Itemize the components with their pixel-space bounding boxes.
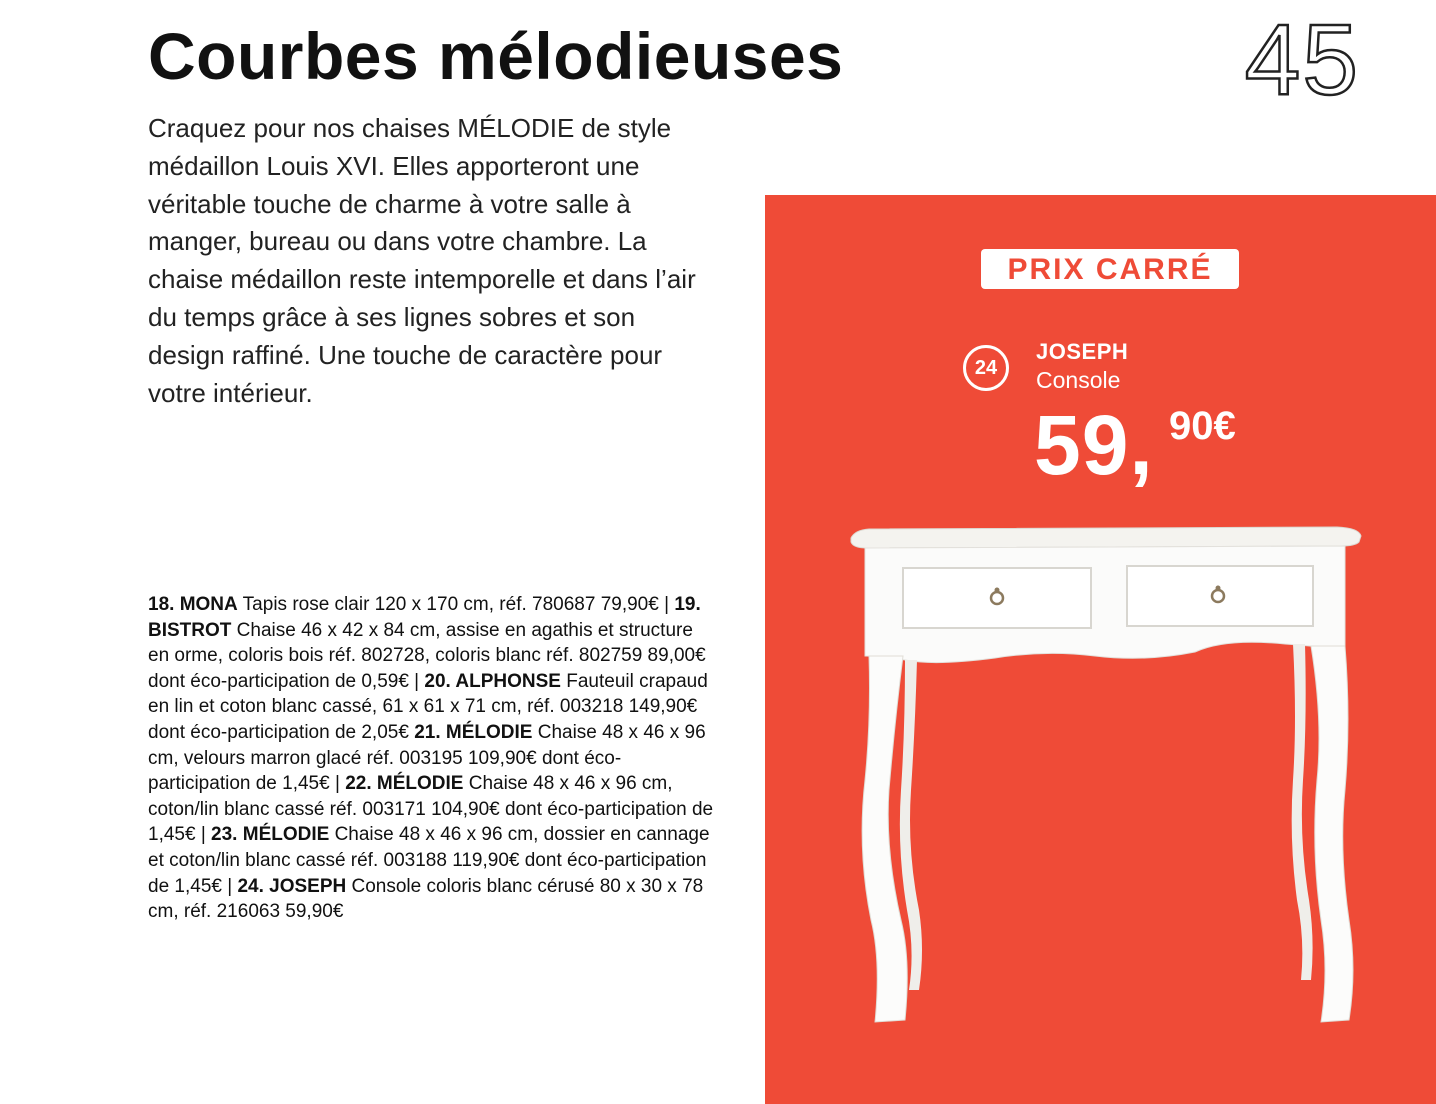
item-description: Console coloris blanc cérusé 80 x 30 x 78 cm, réf. 216063 59,90€ <box>148 875 704 923</box>
product-type: Console <box>1036 367 1121 393</box>
promo-panel <box>765 195 1436 1104</box>
item-name: 20. ALPHONSE <box>424 670 561 692</box>
prix-carre-badge: PRIX CARRÉ <box>981 249 1239 289</box>
console-table-image <box>845 520 1365 1040</box>
intro-paragraph: Craquez pour nos chaises MÉLODIE de style médaillon Louis XVI. Elles apporteront une véritable touche de charme à votre salle à manger, bureau ou dans votre chambre. La chaise médaillon reste intemporelle et dans l’air du temps grâce à ses lignes sobres et son design raffiné. Une touche de caractère pour votre intérieur. <box>148 113 696 408</box>
item-name: 19. BISTROT <box>148 594 701 641</box>
price-integer: 59, <box>1034 398 1154 492</box>
item-description: Fauteuil crapaud en lin et coton blanc cassé, 61 x 61 x 71 cm, réf. 003218 149,90€ dont éco-participation de 2,05€ <box>148 670 708 743</box>
item-description: Chaise 48 x 46 x 96 cm, dossier en cannage et coton/lin blanc cassé réf. 003188 119,90€ dont éco-participation de 1,45€ | <box>148 824 710 897</box>
product-number-badge: 24 <box>963 345 1009 391</box>
product-details <box>148 592 714 925</box>
page-title: Courbes mélodieuses <box>148 19 844 93</box>
item-description: Tapis rose clair 120 x 170 cm, réf. 780687 79,90€ | <box>237 594 675 615</box>
item-description: Chaise 48 x 46 x 96 cm, velours marron glacé réf. 003195 109,90€ dont éco-participation de 1,45€ | <box>148 721 706 795</box>
item-name: 22. MÉLODIE <box>345 773 464 795</box>
item-description: Chaise 48 x 46 x 96 cm, coton/lin blanc cassé réf. 003171 104,90€ dont éco-participation de 1,45€ | <box>148 773 714 846</box>
item-description: Chaise 46 x 42 x 84 cm, assise en agathis et structure en orme, coloris bois réf. 802728, coloris blanc réf. 802759 89,00€ dont éco-participation de 0,59€ | <box>148 619 706 692</box>
price-decimal: 90€ <box>1169 404 1236 448</box>
item-name: 18. MONA <box>148 594 238 615</box>
item-name: 23. MÉLODIE <box>211 824 330 846</box>
page-number: 45 <box>1244 4 1360 116</box>
product-name: JOSEPH <box>1036 339 1129 364</box>
item-name: 24. JOSEPH <box>237 875 347 897</box>
item-name: 21. MÉLODIE <box>414 721 533 743</box>
